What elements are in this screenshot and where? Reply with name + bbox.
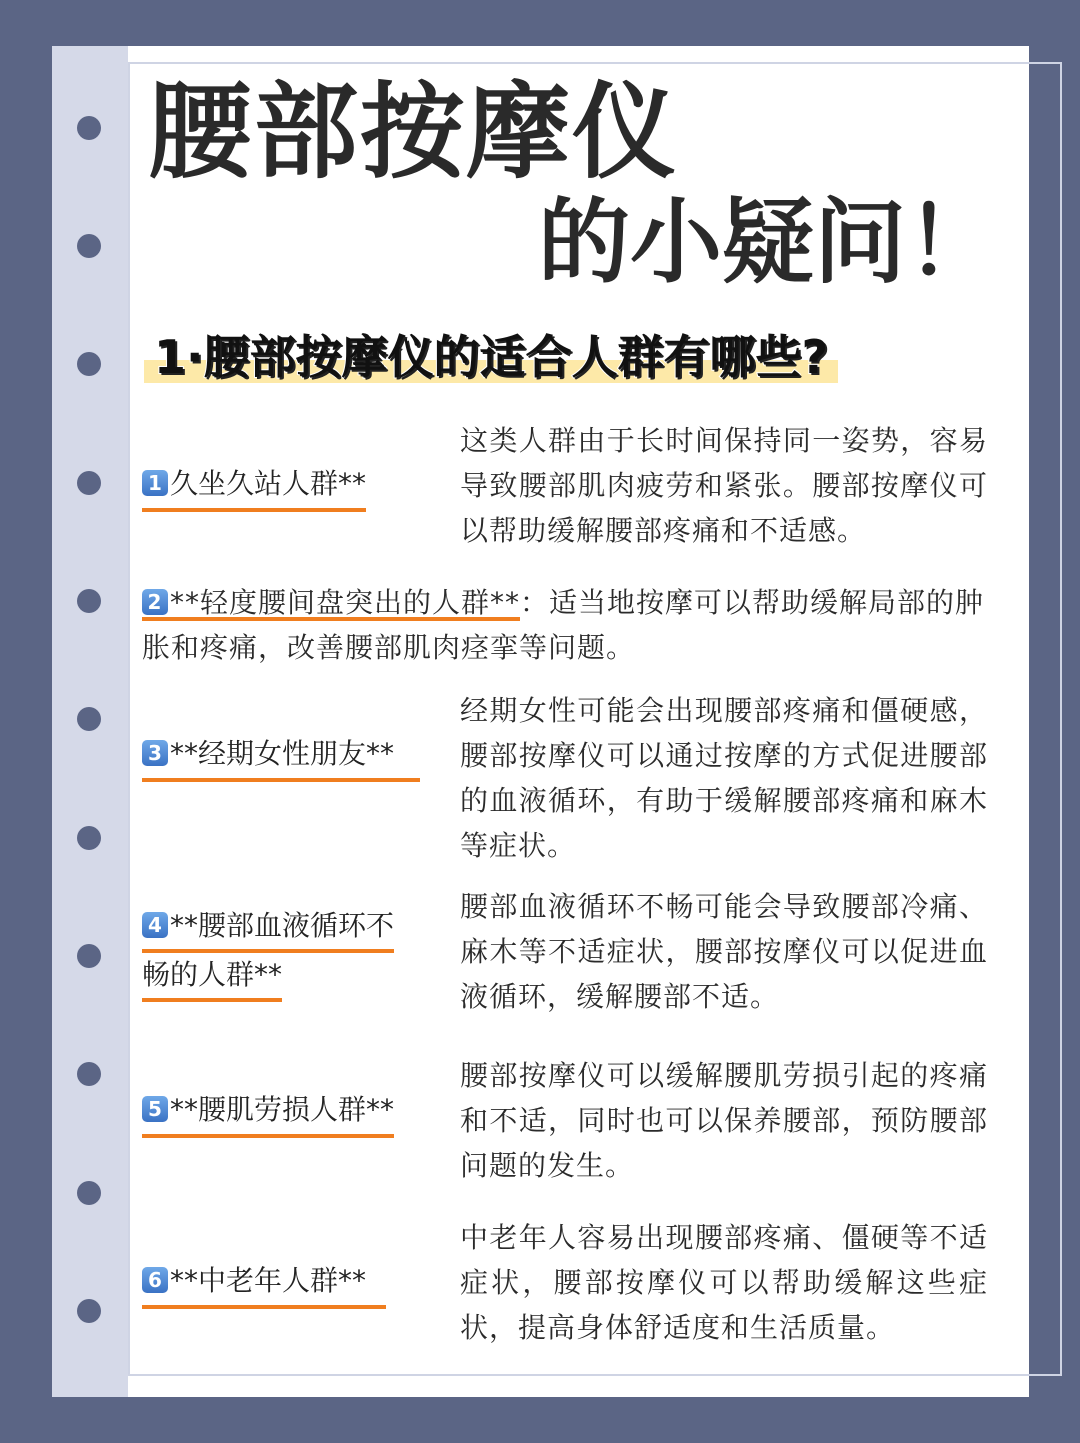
number-badge-icon: 2 — [142, 589, 168, 615]
page-title-line1: 腰部按摩仪 — [148, 71, 679, 193]
binding-hole — [77, 471, 101, 495]
item-label-text: **腰部血液循环不 — [170, 909, 395, 942]
section-heading: 1·腰部按摩仪的适合人群有哪些? — [144, 326, 838, 388]
item-label-underline — [142, 1088, 394, 1138]
binding-hole — [77, 352, 101, 376]
item-label-line — [142, 904, 394, 953]
binding-hole — [77, 1062, 101, 1086]
number-badge-icon: 5 — [142, 1096, 168, 1122]
item-label-4 — [142, 904, 432, 1002]
binding-hole — [77, 589, 101, 613]
item-desc-3: 经期女性可能会出现腰部疼痛和僵硬感，腰部按摩仪可以通过按摩的方式促进腰部的血液循环，有助于缓解腰部疼痛和麻木等症状。 — [460, 694, 988, 862]
item-label-underline — [142, 462, 366, 512]
item-desc-2: ：适当地按摩可以帮助缓解局部的肿胀和疼痛，改善腰部肌肉痉挛等问题。 — [142, 586, 985, 664]
item-row-2 — [142, 580, 988, 670]
item-desc-6: 中老年人容易出现腰部疼痛、僵硬等不适症状，腰部按摩仪可以帮助缓解这些症状，提高身体舒适度和生活质量。 — [460, 1221, 988, 1344]
binding-hole — [77, 707, 101, 731]
item-label-text: **轻度腰间盘突出的人群** — [170, 586, 521, 619]
binding-hole — [77, 1181, 101, 1205]
item-label-text: **中老年人群** — [170, 1264, 367, 1297]
item-label-underline — [142, 1259, 386, 1309]
number-badge-icon: 6 — [142, 1267, 168, 1293]
item-label-line: 畅的人群** — [142, 953, 282, 1002]
page-title-line2: 的小疑问！ — [537, 189, 998, 296]
binding-hole — [77, 826, 101, 850]
item-label-text: 久坐久站人群** — [170, 467, 367, 500]
item-label-text: **腰肌劳损人群** — [170, 1093, 395, 1126]
item-desc-1: 这类人群由于长时间保持同一姿势，容易导致腰部肌肉疲劳和紧张。腰部按摩仪可以帮助缓解腰部疼痛和不适感。 — [460, 424, 988, 547]
item-label-6 — [142, 1259, 386, 1309]
binding-hole — [77, 1299, 101, 1323]
item-label-underline — [142, 732, 420, 782]
item-desc-5: 腰部按摩仪可以缓解腰肌劳损引起的疼痛和不适，同时也可以保养腰部，预防腰部问题的发生。 — [460, 1059, 988, 1182]
item-label-1 — [142, 462, 366, 512]
number-badge-icon: 3 — [142, 740, 168, 766]
item-label-5 — [142, 1088, 394, 1138]
binding-hole — [77, 944, 101, 968]
binding-hole — [77, 116, 101, 140]
number-badge-icon: 4 — [142, 912, 168, 938]
item-label-text: **经期女性朋友** — [170, 737, 395, 770]
item-label-3 — [142, 732, 420, 782]
number-badge-icon: 1 — [142, 470, 168, 496]
binding-hole — [77, 234, 101, 258]
item-label-2 — [142, 586, 520, 621]
notebook-binding — [52, 46, 128, 1397]
item-desc-4: 腰部血液循环不畅可能会导致腰部冷痛、麻木等不适症状，腰部按摩仪可以促进血液循环，缓解腰部不适。 — [460, 890, 988, 1013]
